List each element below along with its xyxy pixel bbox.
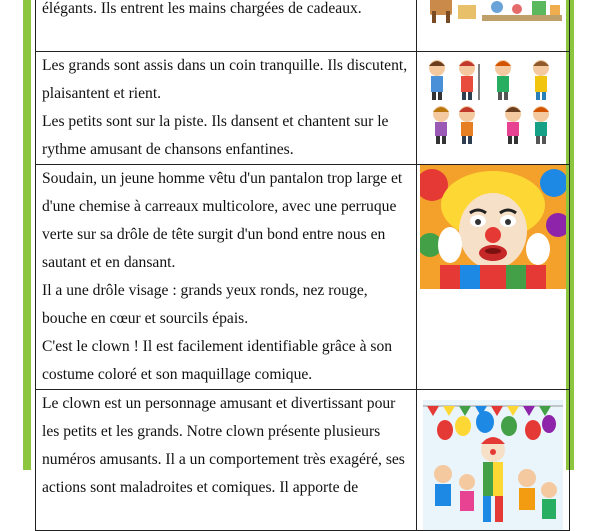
image-cell [417,52,570,165]
document-page [35,0,559,531]
image-cell [417,390,570,531]
text-cell [36,390,417,531]
paragraph: Soudain, un jeune homme vêtu d'un pantalon trop large et d'une chemise à carreaux multicolore, avec une perruque verte sur sa drôle de tête surgit d'un bond entre nous en sautant et en dansant. [42,170,403,271]
party-gifts-illustration [422,0,562,25]
page-frame-left [23,0,31,470]
dancing-kids-illustration [423,56,563,146]
table-row [36,390,570,531]
clown-photo [420,165,566,289]
paragraph: Les grands sont assis dans un coin tranquille. Ils discutent, plaisantent et rient. [42,57,408,102]
image-cell [417,0,570,52]
paragraph: Les petits sont sur la piste. Ils dansent et chantent sur le rythme amusant de chansons enfantines. [42,113,389,158]
paragraph: C'est le clown ! Il est facilement identifiable grâce à son costume coloré et son maquillage comique. [42,338,393,383]
text-cell [36,52,417,165]
table-row [36,165,570,390]
clown-party-illustration [423,400,563,530]
paragraph: Le clown est un personnage amusant et divertissant pour les petits et les grands. Notre clown présente plusieurs numéros amusants. Il a un comportement très exagéré, ses actions sont maladroites et comiques. Il apporte de [42,395,405,496]
paragraph: Il a une drôle visage : grands yeux ronds, nez rouge, bouche en cœur et sourcils épais. [42,282,368,327]
image-cell [417,165,570,390]
text-cell [36,0,417,52]
paragraph: élégants. Ils entrent les mains chargées de cadeaux. [42,0,362,17]
text-cell [36,165,417,390]
table-row [36,0,570,52]
story-table [35,0,570,531]
table-row [36,52,570,165]
